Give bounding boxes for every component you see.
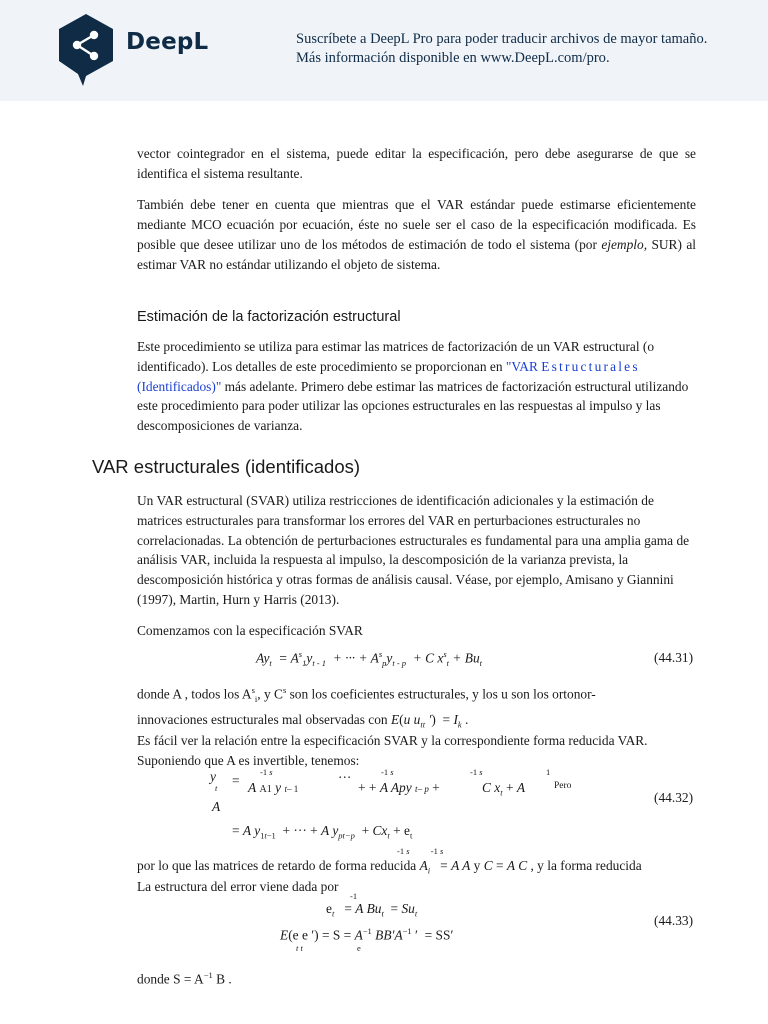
link-estructurales[interactable]: Estructurales (541, 358, 640, 374)
subheading-estimacion: Estimación de la factorización estructural (137, 309, 401, 325)
paragraph-2: También debe tener en cuenta que mientras que el VAR estándar puede estimarse eficientemente mediante MCO ecuación por ecuación, éste no suele ser el caso de la especificación modificada. Es posible que desee utilizar uno de los métodos de estimación de todo el sistema (por ejemplo, SUR) al estimar VAR no estándar utilizando el objeto de sistema. (137, 197, 696, 272)
paragraph-block-top (137, 144, 696, 275)
promo-line-1: Suscríbete a DeepL Pro para poder traducir archivos de mayor tamaño. (296, 31, 708, 47)
promo-link[interactable]: www.DeepL.com/pro (480, 50, 606, 66)
equation-number-1: (44.31) (654, 650, 694, 665)
equation-number-2: (44.32) (654, 790, 694, 805)
superscript-markers: -1 s -1 s (397, 846, 444, 856)
equation-number-3: (44.33) (654, 913, 694, 928)
paragraph-8: por lo que las matrices de retardo de forma reducida $A_i = A$ A y C = A C , y la forma reducida La estructura del error viene dada por (137, 858, 642, 895)
paragraph-7: Es fácil ver la relación entre la especificación SVAR y la correspondiente forma reducida VAR. Suponiendo que A es invertible, tenemos: (137, 733, 648, 768)
paragraph-5: Comenzamos con la especificación SVAR (137, 623, 363, 638)
section-heading: VAR estructurales (identificados) (92, 456, 361, 477)
link-identificados[interactable]: (Identificados)" (137, 378, 222, 394)
brand-name: DeepL (126, 29, 209, 55)
paragraph-3: Este procedimiento se utiliza para estimar las matrices de factorización de un VAR estructural (o identificado). Los detalles de este procedimiento se proporcionan en "VAR Estructurales (Identificados)" más adelante. Primero debe estimar las matrices de factorización estructural utilizando este procedimiento para poder utilizar las opciones estructurales en las respuestas al impulso y las descomposiciones de varianza. (137, 339, 689, 434)
paragraph-4: Un VAR estructural (SVAR) utiliza restricciones de identificación adicionales y la estimación de matrices estructurales para transformar los errores del VAR en perturbaciones estructurales no correlacionadas. La obtención de perturbaciones estructurales es fundamental para una amplia gama de análisis VAR, incluida la respuesta al impulso, la descomposición de la varianza prevista, la descomposición histórica y otras formas de análisis causal. Véase, por ejemplo, Amisano y Giannini (1997), Martin, Hurn y Harris (2013). (137, 493, 690, 607)
promo-line-2: Más información disponible en www.DeepL.com/pro. (296, 50, 610, 66)
paragraph-6: donde A , todos los $A^s_i$, y $C^s$ son los coeficientes estructurales, y los u son los ortonor- innovaciones estructurales mal observadas con E(u $u_{tt}$ ′) = $I_k$ . (137, 685, 596, 730)
paragraph-1: vector cointegrador en el sistema, puede editar la especificación, pero debe asegurarse de que se identifica el sistema resultante. (137, 146, 696, 181)
equation-44-31: $Ay_t = A^s_1y_{t - 1}$ + ··· + $A^s_py_{t - p} + C$ $x^s_t + Bu_t$ (256, 649, 483, 669)
equation-44-33-line1: -1 $e_t = A$ $Bu_t = Su_t$ (326, 891, 418, 919)
link-var[interactable]: "VAR (505, 358, 538, 374)
promo-text (296, 30, 707, 68)
deepl-banner (0, 0, 768, 101)
equation-44-33-line2: E(e e ′) = $S = A^{-1}$ $BB'A^{-1}$ ′ = SS′ t t e (280, 926, 454, 953)
deepl-logo-icon[interactable] (56, 12, 116, 88)
paragraph-9: donde $S = A^{-1}$ B . (137, 970, 232, 987)
